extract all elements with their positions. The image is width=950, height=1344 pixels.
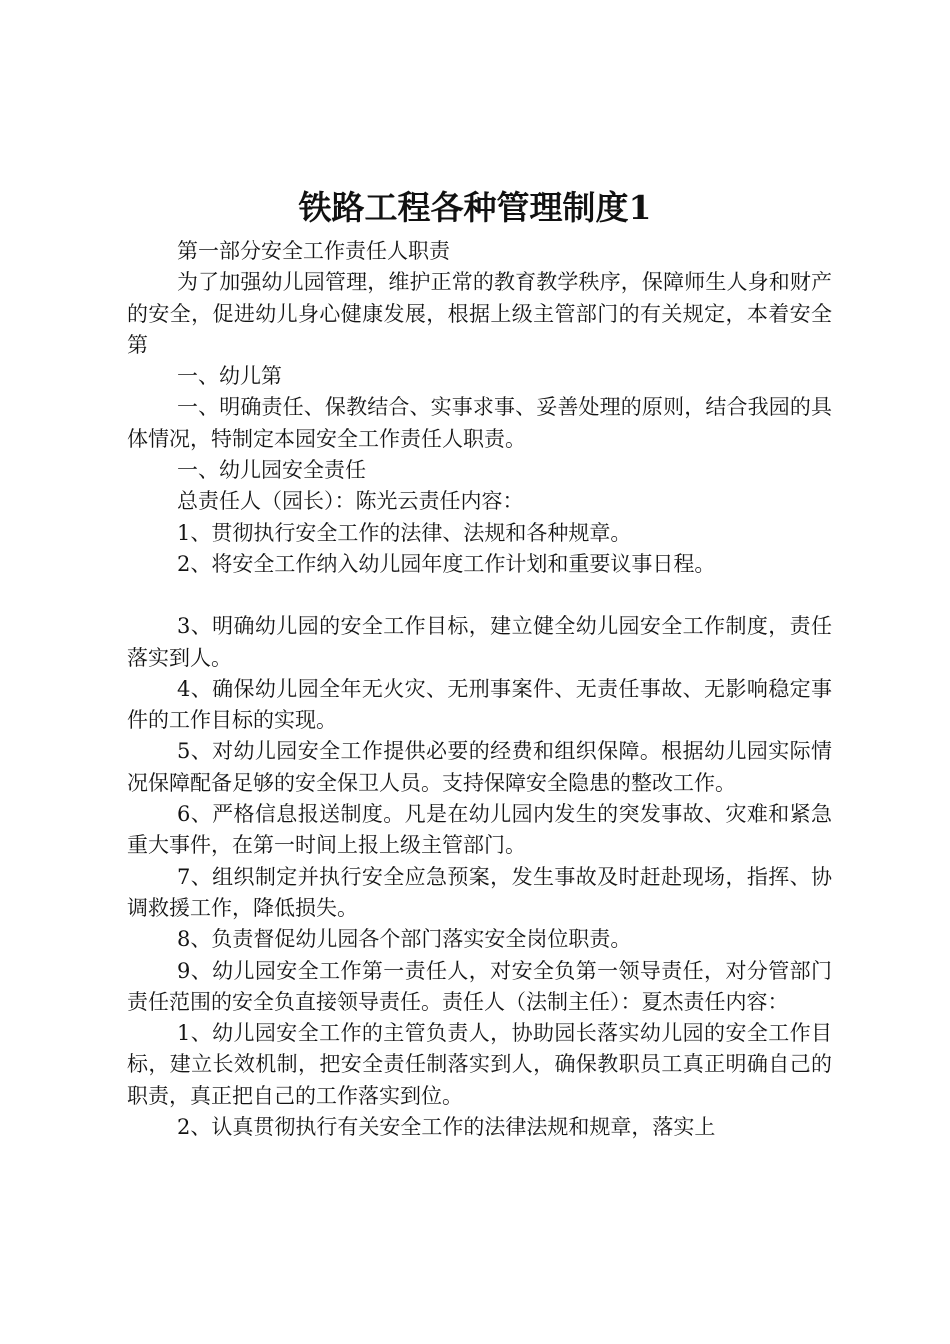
paragraph-legal-item-1: 1、幼儿园安全工作的主管负责人，协助园长落实幼儿园的安全工作目标，建立长效机制，把安全责任制落实到人，确保教职员工真正明确自己的职责，真正把自己的工作落实到位。 <box>127 1021 832 1108</box>
paragraph-principles: 一、明确责任、保教结合、实事求事、妥善处理的原则，结合我园的具体情况，特制定本园安全工作责任人职责。 <box>127 395 832 451</box>
paragraph-item-9: 9、幼儿园安全工作第一责任人，对安全负第一领导责任，对分管部门责任范围的安全负直接领导责任。责任人（法制主任）：夏杰责任内容： <box>127 958 832 1014</box>
paragraph-item-3: 3、明确幼儿园的安全工作目标，建立健全幼儿园安全工作制度，责任落实到人。 <box>127 614 832 670</box>
paragraph-item-6: 6、严格信息报送制度。凡是在幼儿园内发生的突发事故、灾难和紧急重大事件，在第一时间上报上级主管部门。 <box>127 802 832 858</box>
paragraph-item-1: 1、贯彻执行安全工作的法律、法规和各种规章。 <box>177 520 632 545</box>
document-title: 铁路工程各种管理制度1 <box>298 188 652 227</box>
blank-line <box>127 580 832 611</box>
paragraph-legal-item-2: 2、认真贯彻执行有关安全工作的法律法规和规章，落实上 <box>177 1115 716 1140</box>
paragraph-heading-children: 一、幼儿第 <box>177 364 282 389</box>
paragraph-item-7: 7、组织制定并执行安全应急预案，发生事故及时赶赴现场，指挥、协调救援工作，降低损失。 <box>127 864 832 920</box>
paragraph-item-8: 8、负责督促幼儿园各个部门落实安全岗位职责。 <box>177 927 632 952</box>
paragraph-item-4: 4、确保幼儿园全年无火灾、无刑事案件、无责任事故、无影响稳定事件的工作目标的实现。 <box>127 676 832 733</box>
paragraph-intro: 为了加强幼儿园管理，维护正常的教育教学秩序，保障师生人身和财产的安全，促进幼儿身心健康发展，根据上级主管部门的有关规定，本着安全第 <box>127 270 832 357</box>
paragraph-heading-safety: 一、幼儿园安全责任 <box>177 458 366 483</box>
paragraph-item-2: 2、将安全工作纳入幼儿园年度工作计划和重要议事日程。 <box>177 551 716 576</box>
document-body <box>127 236 832 1143</box>
paragraph-director: 总责任人（园长）：陈光云责任内容： <box>177 489 524 514</box>
paragraph-section-heading: 第一部分安全工作责任人职责 <box>177 239 450 263</box>
paragraph-item-5: 5、对幼儿园安全工作提供必要的经费和组织保障。根据幼儿园实际情况保障配备足够的安全保卫人员。支持保障安全隐患的整改工作。 <box>127 739 832 795</box>
